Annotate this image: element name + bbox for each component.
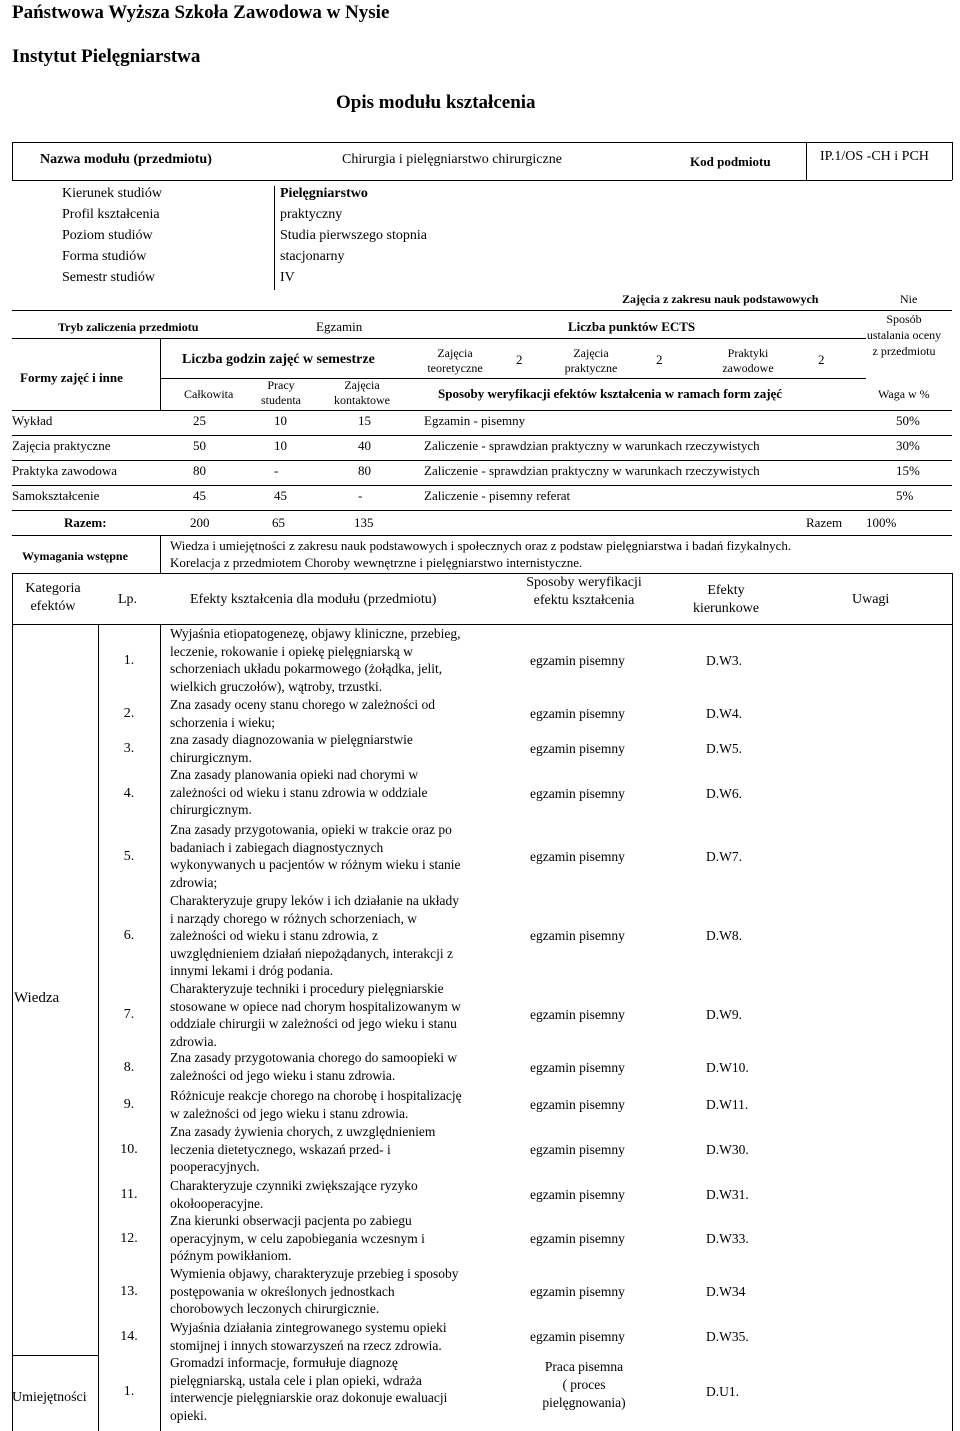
effect-lp: 13. (120, 1284, 138, 1299)
sum-label: Razem: (64, 515, 107, 530)
info-label: Poziom studiów (62, 228, 153, 243)
effect-direction: D.W3. (706, 652, 742, 668)
tryb-label: Tryb zaliczenia przedmiotu (58, 320, 199, 334)
ects-practical-value: 2 (656, 352, 663, 367)
sum-total: 200 (190, 515, 210, 530)
module-code-label: Kod podmiotu (690, 154, 771, 169)
effect-lp: 7. (123, 1006, 135, 1022)
effect-text-line: zna zasady diagnozowania w pielęgniarstwie (170, 732, 413, 747)
effect-text-line: schorzenia i wieku; (170, 714, 275, 730)
module-code-value: IP.1/OS -CH i PCH (820, 149, 929, 164)
school-name: Państwowa Wyższa Szkoła Zawodowa w Nysie (12, 2, 390, 23)
effect-text-line: interwencje pielęgniarskie oraz dokonuje ewaluacji (170, 1390, 448, 1405)
effect-text-line: Zna zasady przygotowania chorego do samoopieki w (170, 1050, 458, 1065)
effect-direction: D.W10. (706, 1060, 749, 1075)
prereq-label: Wymagania wstępne (22, 549, 128, 563)
form-weight: 50% (896, 413, 920, 428)
form-weight: 15% (896, 463, 920, 478)
effect-text-line: zależności od wieku i stanu zdrowia, z (170, 928, 379, 943)
form-weight: 5% (896, 488, 914, 503)
effect-lp: 3. (123, 740, 135, 756)
effect-direction: D.W34 (706, 1284, 746, 1299)
effect-direction: D.W35. (706, 1328, 749, 1344)
category-skills: Umiejętności (12, 1390, 87, 1405)
form-verification: Zaliczenie - sprawdzian praktyczny w warunkach rzeczywistych (424, 438, 760, 453)
col-student: Pracy studenta (261, 378, 301, 407)
effect-method: egzamin pisemny (530, 740, 625, 756)
effect-direction: D.W9. (706, 1006, 742, 1022)
effect-text-line: innymi lekami i dróg podania. (170, 963, 334, 978)
effect-direction: D.W30. (706, 1142, 749, 1157)
effect-method: egzamin pisemny (530, 1060, 625, 1075)
effect-text-line: uwzględnieniem działań niepożądanych, interakcji z (170, 945, 453, 961)
effect-method: egzamin pisemny (530, 652, 625, 668)
form-student: - (274, 463, 279, 478)
effect-text-line: zależności od wieku i stanu zdrowia w oddziale (170, 784, 428, 800)
category-knowledge: Wiedza (14, 990, 60, 1006)
form-total: 50 (193, 438, 206, 453)
effect-direction: D.W33. (706, 1230, 749, 1246)
effects-method-header: Sposoby weryfikacji efektu kształcenia (526, 575, 642, 608)
effect-method: egzamin pisemny (530, 1284, 625, 1299)
effect-direction: D.U1. (706, 1384, 739, 1399)
effect-direction: D.W11. (706, 1097, 749, 1112)
document-title: Opis modułu kształcenia (336, 92, 536, 113)
info-label: Semestr studiów (62, 270, 155, 285)
effect-direction: D.W31. (706, 1186, 749, 1202)
form-student: 10 (274, 413, 287, 428)
effect-text-line: Zna kierunki obserwacji pacjenta po zabiegu (170, 1213, 412, 1228)
effect-lp: 2. (123, 705, 135, 721)
ects-theory-label: Zajęcia teoretyczne (427, 346, 483, 375)
effect-text-line: chirurgicznym. (170, 802, 252, 817)
forms-label: Formy zajęć i inne (20, 370, 123, 385)
effects-category-header: Kategoria efektów (25, 581, 81, 614)
info-value: Pielęgniarstwo (280, 186, 368, 201)
effect-method: egzamin pisemny (530, 928, 625, 943)
effect-text-line: Zna zasady przygotowania, opieki w trakcie oraz po (170, 822, 452, 837)
effect-text-line: okołooperacyjne. (170, 1195, 264, 1211)
effect-text-line: leczenia dietetycznego, wskazań przed- i (170, 1141, 391, 1157)
effect-method: egzamin pisemny (530, 705, 625, 721)
effect-text-line: Zna zasady oceny stanu chorego w zależności od (170, 697, 436, 712)
effect-text-line: zdrowia. (170, 1033, 217, 1049)
effect-text-line: stosowane w opiece nad chorym hospitalizowanym w (170, 998, 461, 1014)
effects-notes-header: Uwagi (852, 592, 890, 607)
effect-text-line: wielkich gruczołów), wątroby, trzustki. (170, 678, 383, 694)
effect-method: egzamin pisemny (530, 1006, 625, 1022)
effect-method: egzamin pisemny (530, 1097, 625, 1112)
effect-direction: D.W6. (706, 785, 742, 801)
info-label: Kierunek studiów (62, 186, 162, 201)
form-contact: 15 (358, 413, 371, 428)
effect-method-line: Praca pisemna (544, 1359, 624, 1374)
effect-method: egzamin pisemny (530, 1142, 625, 1157)
effect-text-line: postępowania w określonych jednostkach (170, 1283, 395, 1299)
effect-method-line: pielęgnowania) (542, 1395, 626, 1410)
form-name: Samokształcenie (12, 488, 100, 503)
effects-lp-header: Lp. (118, 592, 138, 607)
effect-method: egzamin pisemny (530, 848, 625, 864)
effect-text-line: chorobowych leczonych chirurgicznie. (170, 1301, 380, 1316)
sum-weight: 100% (866, 515, 897, 530)
effect-text-line: leczenie, rokowanie i opiekę pielęgniarską w (170, 643, 413, 659)
effects-direction-header: Efekty kierunkowe (692, 583, 760, 616)
effect-method: egzamin pisemny (530, 1230, 625, 1246)
effect-method: egzamin pisemny (530, 785, 625, 801)
effect-text-line: wykonywanych u pacjentów w różnym wieku i stanie (170, 857, 461, 872)
effect-lp: 8. (123, 1060, 135, 1075)
effect-text-line: Różnicuje reakcje chorego na chorobę i hospitalizację (170, 1088, 462, 1103)
effect-text-line: Charakteryzuje czynniki zwiększające ryzyko (170, 1178, 418, 1193)
info-label: Profil kształcenia (62, 207, 160, 222)
info-value: praktyczny (280, 207, 343, 222)
form-verification: Zaliczenie - sprawdzian praktyczny w warunkach rzeczywistych (424, 463, 760, 478)
col-contact: Zajęcia kontaktowe (334, 378, 390, 407)
form-total: 45 (193, 488, 206, 503)
effect-text-line: Wyjaśnia działania zintegrowanego systemu opieki (170, 1320, 447, 1335)
effect-method-line: ( proces (562, 1377, 606, 1392)
form-verification: Egzamin - pisemny (424, 413, 526, 428)
prereq-line-1: Wiedza i umiejętności z zakresu nauk podstawowych i społecznych oraz z podstaw pielęgniarstwa i badań fizykalnych. (170, 538, 792, 553)
form-total: 25 (193, 413, 206, 428)
ects-practical-label: Zajęcia praktyczne (564, 346, 618, 375)
info-value: stacjonarny (280, 249, 345, 264)
effect-lp: 14. (120, 1328, 138, 1344)
effect-text-line: Charakteryzuje techniki i procedury pielęgniarskie (170, 981, 444, 996)
effect-text-line: badaniach i zabiegach diagnostycznych (170, 839, 384, 855)
module-name-label: Nazwa modułu (przedmiotu) (40, 152, 212, 167)
ects-theory-value: 2 (516, 352, 523, 367)
form-total: 80 (193, 463, 206, 478)
info-label: Forma studiów (62, 249, 147, 264)
effect-method: egzamin pisemny (530, 1328, 625, 1344)
effect-text-line: pielęgniarską, ustala cele i plan opieki, wdraża (170, 1372, 422, 1388)
sum-student: 65 (272, 515, 285, 530)
sum-contact: 135 (354, 515, 374, 530)
effects-effect-header: Efekty kształcenia dla modułu (przedmiotu) (190, 592, 437, 607)
effect-text-line: zdrowia; (170, 874, 218, 890)
effect-text-line: pooperacyjnych. (170, 1159, 260, 1174)
effect-lp: 10. (120, 1142, 138, 1157)
form-contact: 40 (358, 438, 371, 453)
form-name: Wykład (12, 413, 53, 428)
form-verification: Zaliczenie - pisemny referat (424, 488, 571, 503)
effect-lp: 12. (120, 1230, 138, 1246)
effect-lp: 6. (123, 928, 135, 943)
col-total: Całkowita (184, 387, 234, 401)
effect-text-line: i narządy chorego w różnych schorzeniach, w (170, 910, 418, 926)
form-weight: 30% (896, 438, 920, 453)
ects-internship-value: 2 (818, 352, 825, 367)
form-student: 45 (274, 488, 287, 503)
effect-direction: D.W5. (706, 740, 742, 756)
effect-lp: 1. (123, 1384, 135, 1399)
form-contact: 80 (358, 463, 371, 478)
sposob-ustalania: Sposób ustalania oceny z przedmiotu (866, 312, 942, 358)
effect-method: egzamin pisemny (530, 1186, 625, 1202)
effect-text-line: Wyjaśnia etiopatogenezę, objawy kliniczne, przebieg, (170, 626, 461, 641)
tryb-value: Egzamin (316, 319, 363, 334)
effect-text-line: operacyjnym, w celu zapobiegania wczesnym i (170, 1230, 425, 1246)
basic-sciences-value: Nie (900, 292, 918, 306)
weight-label: Waga w % (878, 387, 930, 401)
effect-text-line: chirurgicznym. (170, 749, 252, 765)
effect-text-line: schorzeniach układu pokarmowego (żołądka, jelit, (170, 661, 443, 676)
effect-text-line: stomijnej i innych stowarzyszeń na rzecz zdrowia. (170, 1337, 442, 1353)
module-name-value: Chirurgia i pielęgniarstwo chirurgiczne (342, 152, 562, 167)
effect-text-line: późnym powikłaniom. (170, 1248, 292, 1263)
effect-text-line: zależności od jego wieku i stanu zdrowia. (170, 1067, 396, 1083)
form-contact: - (358, 488, 363, 503)
effect-lp: 9. (123, 1097, 135, 1112)
effect-text-line: w zależności od jego wieku i stanu zdrowia. (170, 1105, 409, 1121)
institute-name: Instytut Pielęgniarstwa (12, 46, 201, 67)
sum-label-2: Razem (806, 515, 843, 530)
info-value: Studia pierwszego stopnia (280, 228, 427, 243)
form-name: Praktyka zawodowa (12, 463, 118, 478)
effect-lp: 11. (120, 1186, 138, 1202)
hours-label: Liczba godzin zajęć w semestrze (182, 352, 375, 367)
effect-direction: D.W7. (706, 848, 742, 864)
prereq-line-2: Korelacja z przedmiotem Choroby wewnętrzne i pielęgniarstwo internistyczne. (170, 555, 583, 570)
effect-lp: 1. (123, 652, 135, 668)
effect-text-line: opieki. (170, 1407, 208, 1423)
effect-lp: 5. (123, 848, 135, 864)
form-student: 10 (274, 438, 287, 453)
basic-sciences-label: Zajęcia z zakresu nauk podstawowych (622, 292, 819, 306)
info-value: IV (280, 270, 295, 285)
ects-label: Liczba punktów ECTS (568, 319, 696, 334)
verification-label: Sposoby weryfikacji efektów kształcenia w ramach form zajęć (438, 386, 783, 401)
effect-text-line: Gromadzi informacje, formułuje diagnozę (170, 1355, 398, 1370)
effect-direction: D.W4. (706, 705, 742, 721)
effect-lp: 4. (123, 785, 135, 801)
form-name: Zajęcia praktyczne (12, 438, 111, 453)
effect-text-line: oddziale chirurgii w zależności od jego wieku i stanu (170, 1016, 457, 1031)
effect-text-line: Charakteryzuje grupy leków i ich działanie na układy (170, 893, 460, 908)
ects-internship-label: Praktyki zawodowe (722, 346, 774, 375)
effect-text-line: Zna zasady żywienia chorych, z uwzględnieniem (170, 1124, 436, 1139)
effect-text-line: Zna zasady planowania opieki nad chorymi w (170, 767, 419, 782)
effect-direction: D.W8. (706, 928, 742, 943)
effect-text-line: Wymienia objawy, charakteryzuje przebieg i sposoby (170, 1266, 459, 1281)
